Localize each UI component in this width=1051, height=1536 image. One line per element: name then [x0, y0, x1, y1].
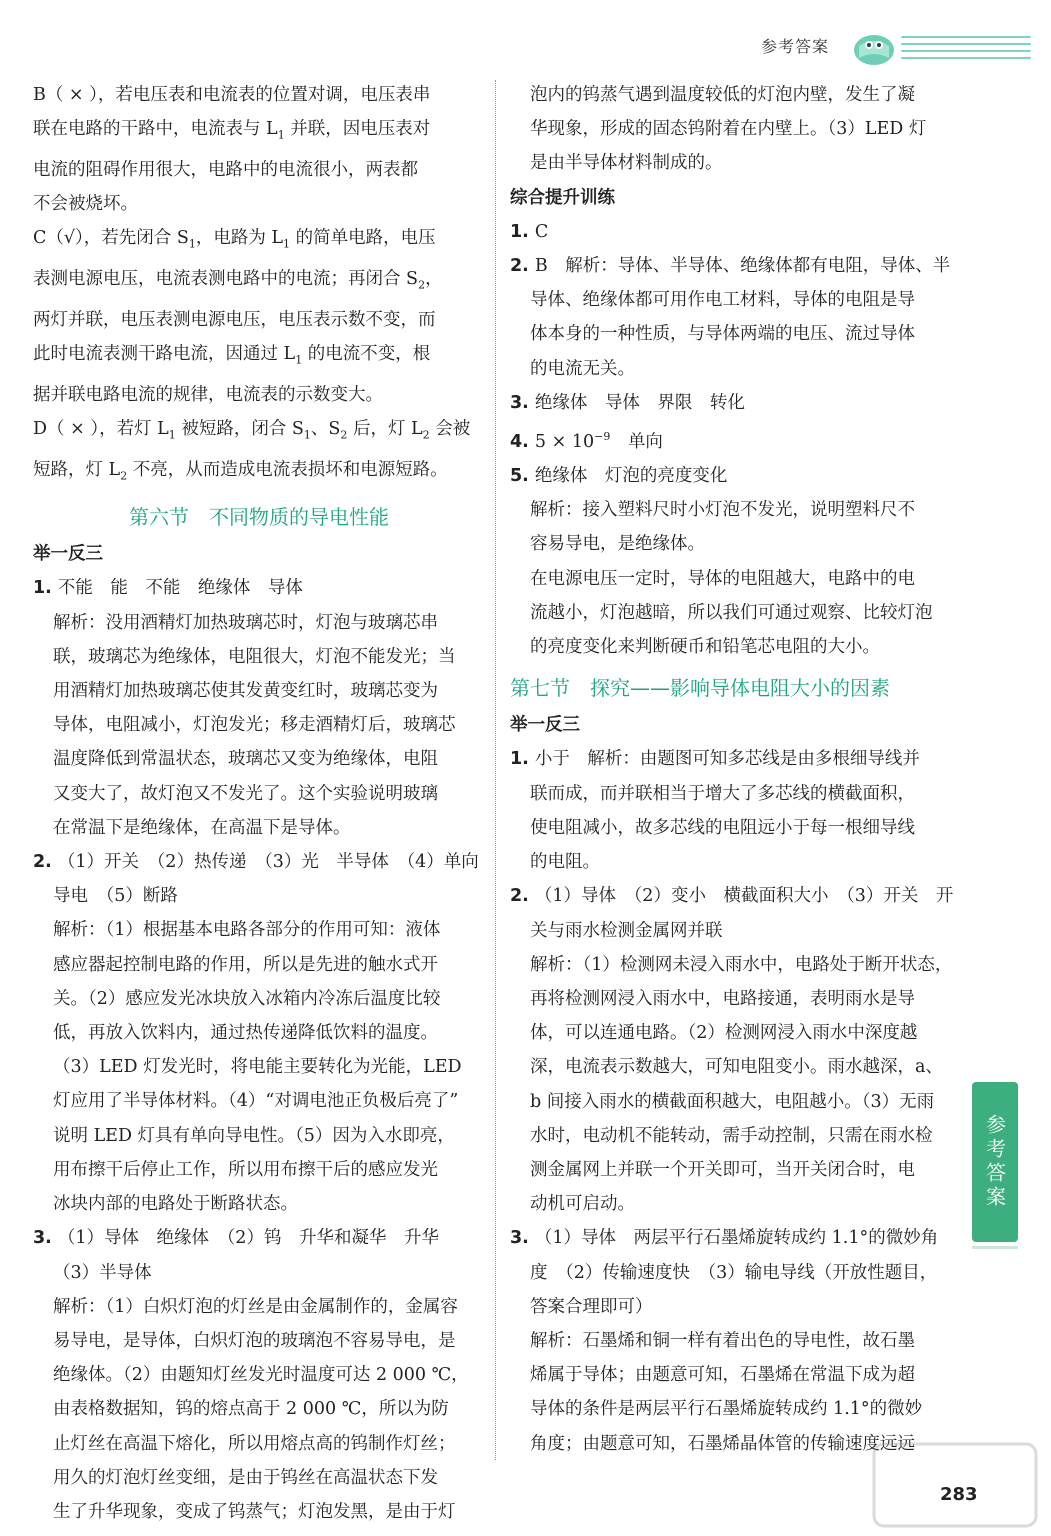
s3-explanation: 解析：石墨烯和铜一样有着出色的导电性，故石墨 烯属于导体；由题意可知，石墨烯在常温下成为超 导体的条件是两层平行石墨烯旋转成约 1.1°的微妙 角度；由题意可知，石墨烯晶体管的传输速度远远 — [530, 1330, 923, 1454]
header-decor-lines — [901, 36, 1031, 64]
s2-answer-cont: 关与雨水检测金属网并联 — [530, 920, 723, 941]
q1-explanation: 解析：没用酒精灯加热玻璃芯时，灯泡与玻璃芯串 联，玻璃芯为绝缘体，电阻很大，灯泡不能发光；当 用酒精灯加热玻璃芯使其发黄变红时，玻璃芯变为 导体，电阻减小，灯泡发光；移走酒精灯后，玻璃芯 温度降低到常温状态，玻璃芯又变为绝缘体，电阻 又变大了，故灯泡又不发光了。这个实验说明玻璃 在常温下是绝缘体，在高温下是导体。 — [53, 612, 456, 838]
q2: 2. （1）开关 （2）热传递 （3）光 半导体 （4）单向 — [33, 852, 479, 873]
r3: 3. 绝缘体 导体 界限 转化 — [510, 392, 745, 413]
s1: 1. 小于 解析：由题图可知多芯线是由多根细导线并 — [510, 749, 920, 770]
page-number: 283 — [940, 1484, 978, 1505]
subheading-practice-2: 举一反三 — [510, 715, 580, 736]
section-7-title: 第七节 探究——影响导体电阻大小的因素 — [510, 676, 890, 701]
q1: 1. 不能 能 不能 绝缘体 导体 — [33, 578, 303, 599]
page-header — [731, 28, 1031, 74]
subheading-practice: 举一反三 — [33, 544, 103, 565]
r4: 4. $5 \times 10^{-9}$ 单向 — [510, 430, 663, 452]
r5-explanation: 解析：接入塑料尺时小灯泡不发光，说明塑料尺不 容易导电，是绝缘体。 在电源电压一定时，导体的电阻越大，电路中的电 流越小，灯泡越暗，所以我们可通过观察、比较灯泡 的亮度变化来判断硬币和铅笔芯电阻的大小。 — [530, 500, 933, 658]
q3-explanation: 解析：（1）白炽灯泡的灯丝是由金属制作的，金属容 易导电，是导体，白炽灯泡的玻璃泡不容易导电，是 绝缘体。（2）由题知灯丝发光时温度可达 2 000 ℃， 由表格数据知，钨的熔点高于 2 000 ℃，所以为防 止灯丝在高温下熔化，所以用熔点高的钨制作灯丝； 用久的灯泡灯丝变细，是由于钨丝在高温状态下发 生了升华现象，变成了钨蒸气；灯泡发黑，是由于灯 — [53, 1296, 469, 1522]
side-tab-underline — [972, 1246, 1018, 1249]
answer-c: C（√），若先闭合 $S_1$，电路为 $L_1$ 的简单电路，电压 表测电源电压，电流表测电路中的电流；再闭合 $S_2$， 两灯并联，电压表测电源电压，电压表示数不变，而 此时电流表测干路电流，因通过 $L_1$ 的电流不变，根 据并联电路电流的规律，电流表的示数变大。 — [33, 228, 443, 405]
s2: 2. （1）导体 （2）变小 横截面积大小 （3）开关 开 — [510, 886, 954, 907]
answer-d: D（ × ），若灯 $L_1$ 被短路，闭合 $S_1$、$S_2$ 后，灯 $L_2$ 会被 短路，灯 $L_2$ 不亮，从而造成电流表损坏和电源短路。 — [33, 418, 471, 483]
r2-explanation: 导体、绝缘体都可用作电工材料，导体的电阻是导 体本身的一种性质，与导体两端的电压、流过导体 的电流无关。 — [530, 290, 915, 379]
q3-answer-cont: （3）半导体 — [53, 1262, 152, 1283]
header-title: 参考答案 — [761, 37, 830, 56]
q2-answer-cont: 导电 （5）断路 — [53, 886, 178, 907]
subheading-comprehensive: 综合提升训练 — [510, 187, 615, 208]
q3-explanation-cont: 泡内的钨蒸气遇到温度较低的灯泡内壁，发生了凝 华现象，形成的固态钨附着在内壁上。（3）LED 灯 是由半导体材料制成的。 — [530, 85, 927, 174]
s3-answer-cont-2: 答案合理即可） — [530, 1296, 653, 1317]
book-logo-icon — [851, 28, 897, 68]
r2: 2. B 解析：导体、半导体、绝缘体都有电阻，导体、半 — [510, 256, 951, 277]
r5: 5. 绝缘体 灯泡的亮度变化 — [510, 466, 728, 487]
side-tab-answers: 参考答案 — [972, 1082, 1018, 1242]
column-divider — [495, 80, 496, 1460]
left-column — [33, 78, 485, 1529]
s3: 3. （1）导体 两层平行石墨烯旋转成约 1.1°的微妙角 — [510, 1228, 939, 1249]
right-column — [510, 78, 958, 1461]
s1-explanation: 联而成，而并联相当于增大了多芯线的横截面积， 使电阻减小，故多芯线的电阻远小于每一根细导线 的电阻。 — [530, 783, 915, 873]
section-6-title: 第六节 不同物质的导电性能 — [129, 505, 389, 530]
answer-b: B（ × ），若电压表和电流表的位置对调，电压表串 联在电路的干路中，电流表与 $L_1$ 并联，因电压表对 电流的阻碍作用很大，电路中的电流很小，两表都 不会被烧坏。 — [33, 85, 431, 215]
r1: 1. C — [510, 221, 549, 242]
q2-explanation: 解析：（1）根据基本电路各部分的作用可知：液体 感应器起控制电路的作用，所以是先进的触水式开 关。（2）感应发光冰块放入冰箱内冷冻后温度比较 低，再放入饮料内，通过热传递降低饮料的温度。 （3）LED 灯发光时，将电能主要转化为光能，LED 灯应用了半导体材料。（4）“对调电池正负极后亮了” 说明 LED 灯具有单向导电性。（5）因为入水即亮， 用布擦干后停止工作，所以用布擦干后的感应发光 冰块内部的电路处于断路状态。 — [53, 920, 462, 1215]
q3: 3. （1）导体 绝缘体 （2）钨 升华和凝华 升华 — [33, 1228, 439, 1249]
s2-explanation: 解析：（1）检测网未浸入雨水中，电路处于断开状态， 再将检测网浸入雨水中，电路接通，表明雨水是导 体，可以连通电路。（2）检测网浸入雨水中深度越 深，电流表示数越大，可知电阻变小。雨水越深，a、 b 间接入雨水的横截面积越大，电阻越小。（3）无雨 水时，电动机不能转动，需手动控制，只需在雨水检 测金属网上并联一个开关即可，当开关闭合时，电 动机可启动。 — [530, 954, 953, 1215]
s3-answer-cont-1: 度 （2）传输速度快 （3）输电导线（开放性题目， — [530, 1262, 938, 1283]
